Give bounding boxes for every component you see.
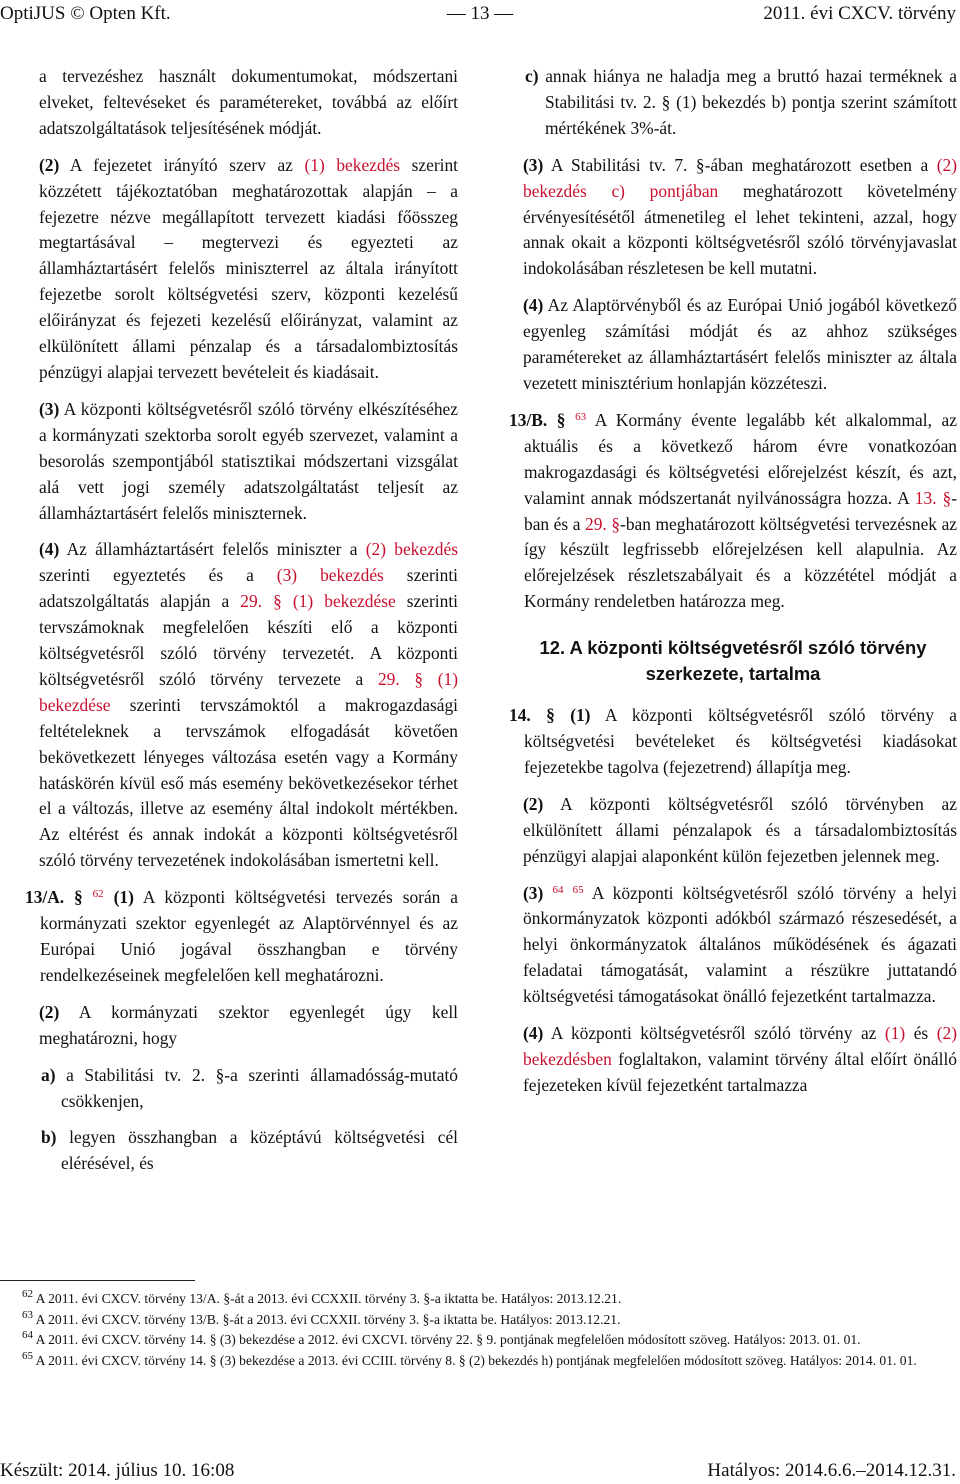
- ref-link[interactable]: 29. §: [585, 513, 621, 534]
- paragraph-number: (1): [570, 705, 591, 726]
- footnote-number: 65: [22, 1349, 33, 1362]
- ref-link[interactable]: 29. § (1) bekezdése: [39, 668, 458, 715]
- footnote-number: 64: [22, 1329, 33, 1341]
- footnote: $^{62}$ A 2011. évi CXCV. törvény 13/A. §-át a 2013. évi CCXXII. törvény 3. §-a iktatta be. Hatályos: 2013.12.21.: [22, 1288, 622, 1306]
- section-heading: 12. A központi költségvetésről szóló törvény szerkezete, tartalma: [539, 637, 927, 685]
- list-item-c: c) annak hiánya ne haladja meg a bruttó hazai terméknek a Stabilitási tv. 2. § (1) bekezdés b) pontja szerint számított mértékének 3%-át.: [525, 66, 957, 138]
- footnote: $^{64}$ A 2011. évi CXCV. törvény 14. § (3) bekezdése a 2012. évi CXCVI. törvény 22. § 9. pontjának megfelelően módosított szöveg. Hatályos: 2013. 01. 01.: [22, 1329, 861, 1347]
- ref-link[interactable]: (3) bekezdés: [276, 565, 384, 586]
- paragraph-number: (3): [523, 154, 544, 175]
- paragraph-number: (4): [523, 1023, 544, 1044]
- ref-link[interactable]: (2) bekezdésben: [523, 1023, 957, 1069]
- footnotes: [0, 1289, 958, 1371]
- section-14: 14. § (1) A központi költségvetésről szóló törvény a költségvetési bevételeket és költségvetési kiadásokat fejezetekbe tagolva (fejezetrend) állapítja meg.: [509, 705, 958, 777]
- item-label: b): [41, 1127, 57, 1148]
- item-label: a): [41, 1064, 56, 1085]
- ref-link[interactable]: (1): [884, 1023, 906, 1044]
- ref-link[interactable]: (1) bekezdés: [304, 154, 401, 175]
- paragraph-number: (1): [113, 887, 134, 908]
- footnote: $^{65}$ A 2011. évi CXCV. törvény 14. § (3) bekezdése a 2013. évi CCIII. törvény 8. § (2) bekezdés h) pontjának megfelelően módosított szöveg. Hatályos: 2014. 01. 01.: [22, 1349, 917, 1368]
- footnote-number: 62: [22, 1288, 33, 1300]
- created-date: Készült: 2014. július 10. 16:08: [0, 1460, 235, 1481]
- section-14-paragraph-2: (2) A központi költségvetésről szóló törvényben az elkülönített állami pénzalapok és a társadalombiztosítás pénzügyi alapjai alaponként külön fejezetben jelennek meg.: [523, 793, 957, 866]
- section-13a-paragraph-2: (2) A kormányzati szektor egyenlegét úgy kell meghatározni, hogy: [39, 1001, 458, 1048]
- footnote-number: 63: [22, 1308, 33, 1321]
- paragraph-number: (4): [523, 295, 544, 316]
- paragraph-2: (2) A fejezetet irányító szerv az (1) bekezdés szerint közzétett tájékoztatóban meghatározottak alapján – a fejezetre nézve megállapított tervezett kiadási főösszeg megtartásával – megtervezi és egyezteti az államháztartásért felelős miniszterrel az általa irányított fejezetbe sorolt költségvetési szerv, központi kezelésű előirányzat és fejezeti kezelésű előirányzat, valamint az elkülönített állami pénzalap és a társadalombiztosítás pénzügyi alapjai tervezett bevételeit és kiadásait.: [39, 154, 459, 382]
- section-14-paragraph-3: (3) $^{64}$ $^{65}$ A központi költségvetésről szóló törvény a helyi önkormányzatok központi adókból származó részesedését, a helyi önkormányzatok általános működésének és ágazati feladatai támogatását, valamint a részükre juttatandó költségvetési támogatásokat önálló fejezetként tartalmazza.: [523, 882, 957, 1007]
- right-column: [509, 64, 957, 1110]
- section-label: 13/B. §: [509, 409, 566, 430]
- ref-link[interactable]: 29. § (1) bekezdése: [240, 591, 396, 612]
- list-item-b: b) legyen összhangban a középtávú költségvetési cél elérésével, és: [41, 1127, 458, 1174]
- paragraph-number: (2): [39, 1001, 60, 1022]
- ref-link[interactable]: 13. §: [914, 487, 952, 508]
- footnote: $^{63}$ A 2011. évi CXCV. törvény 13/B. §-át a 2013. évi CCXXII. törvény 3. §-a iktatta be. Hatályos: 2013.12.21.: [22, 1308, 621, 1327]
- section-label: 14. §: [509, 705, 555, 726]
- footnote-ref[interactable]: 65: [572, 883, 584, 896]
- page-footer: [0, 1455, 960, 1484]
- footnote-ref[interactable]: 64: [552, 883, 564, 896]
- section-14-paragraph-4: (4) A központi költségvetésről szóló törvény az (1) és (2) bekezdésben foglaltakon, valamint törvény által előírt önálló fejezeteken kívül fejezetként tartalmazza: [523, 1023, 957, 1095]
- paragraph-number: (2): [523, 793, 544, 814]
- paragraph-number: (3): [523, 882, 544, 903]
- publisher-label: OptiJUS © Opten Kft.: [0, 3, 171, 24]
- section-13a: 13/A. § $^{62}$ (1) A központi költségvetési tervezés során a kormányzati szektor egyenlegét az Alaptörvénnyel és az Európai Unió jogával összhangban e törvény rendelkezéseinek megfelelően kell meghatározni.: [25, 887, 458, 985]
- ref-link[interactable]: (2) bekezdés c) pontjában: [523, 154, 957, 201]
- effective-dates: Hatályos: 2014.6.6.–2014.12.31.: [707, 1460, 956, 1481]
- paragraph-number: (3): [39, 398, 60, 419]
- intro-paragraph: a tervezéshez használt dokumentumokat, módszertani elveket, feltevéseket és paramétereket, továbbá az előírt adatszolgáltatások teljesítésének módját.: [39, 66, 458, 138]
- law-title: 2011. évi CXCV. törvény: [763, 3, 956, 24]
- section-13b: 13/B. § $^{63}$ A Kormány évente legalább két alkalommal, az aktuális és a következő három évre vonatkozóan makrogazdasági és költségvetési előrejelzést készít, és azt, valamint annak módszertanát nyilvánosságra hozza. A 13. §-ban és a 29. §-ban meghatározott költségvetési tervezésnek az így készült legfrissebb előrejelzésen kell alapulnia. Az előrejelzések részletszabályait és a közzététel módját a Kormány rendeletben határozza meg.: [509, 409, 958, 612]
- ref-link[interactable]: (2) bekezdés: [365, 539, 458, 560]
- left-column: [25, 64, 458, 1188]
- footnote-ref[interactable]: 63: [575, 410, 587, 423]
- paragraph-number: (4): [39, 539, 60, 560]
- paragraph-4: (4) Az államháztartásért felelős miniszter a (2) bekezdés szerinti egyeztetés és a (3) bekezdés szerinti adatszolgáltatás alapján a 29. § (1) bekezdése szerinti tervszámoknak megfelelően készíti elő a központi költségvetésről szóló törvény tervezetét. A központi költségvetésről szóló törvény tervezete a 29. § (1) bekezdése szerinti tervszámoktól a makrogazdasági feltételeknek a tervszámok elfogadását követően bekövetkezett lényeges változása esetén vagy a Kormány hatáskörén kívül eső más esemény bekövetkezésekor térhet el a változás, illetve az esemény által indokolt mértékben. Az eltérést és annak indokát a központi költségvetésről szóló törvény tervezetének indokolásában ismertetni kell.: [39, 539, 458, 871]
- item-label: c): [525, 66, 539, 86]
- page-header: [0, 0, 960, 30]
- footnote-divider: [0, 1280, 195, 1281]
- page-number: — 13 —: [446, 3, 514, 24]
- section-label: 13/A. §: [25, 887, 83, 908]
- footnote-ref[interactable]: 62: [92, 888, 104, 901]
- paragraph-3: (3) A központi költségvetésről szóló törvény elkészítéséhez a kormányzati szektorba sorolt egyéb szervezet, valamint a besorolás szempontjából statisztikai módszertani vizsgálat alá vett jogi személy adatszolgáltatást teljesít az államháztartásért felelős miniszternek.: [39, 398, 458, 523]
- paragraph-4: (4) Az Alaptörvényből és az Európai Unió jogából következő egyenleg számítási módját és az ahhoz szükséges paramétereket az államháztartásért felelős miniszter az általa vezetett minisztérium honlapján közzéteszi.: [523, 295, 957, 393]
- list-item-a: a) a Stabilitási tv. 2. §-a szerinti államadósság-mutató csökkenjen,: [41, 1064, 458, 1111]
- paragraph-3: (3) A Stabilitási tv. 7. §-ában meghatározott esetben a (2) bekezdés c) pontjában meghatározott követelmény érvényesítésétől átmenetileg el lehet tekinteni, azzal, hogy annak okait a központi költségvetésről szóló törvényjavaslat indokolásában részletesen be kell mutatni.: [523, 154, 957, 279]
- paragraph-number: (2): [39, 154, 60, 175]
